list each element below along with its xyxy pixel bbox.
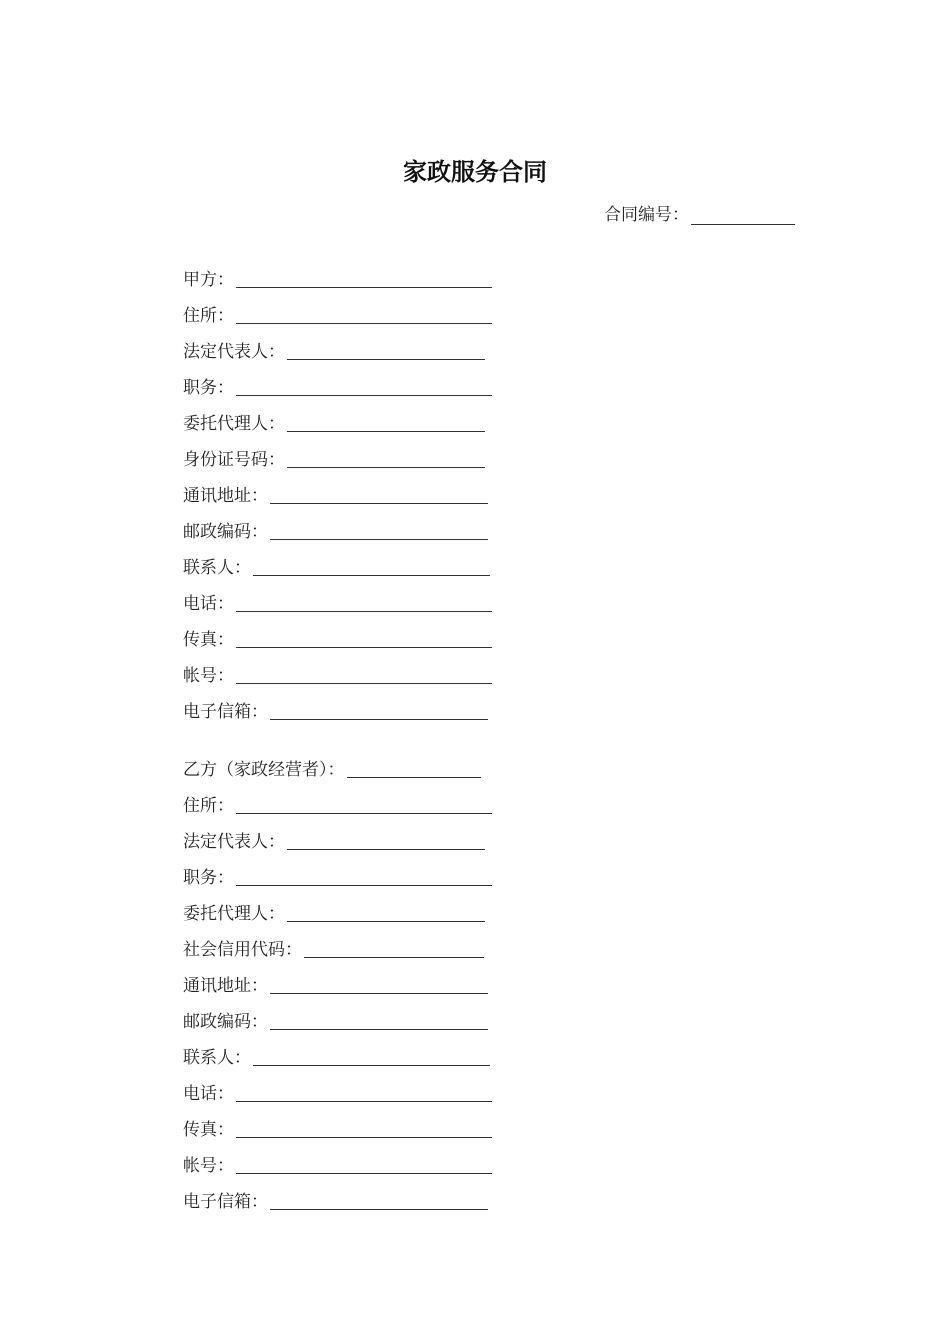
- field-label: 甲方：: [183, 270, 234, 290]
- party-a-name-row: [183, 258, 492, 294]
- field-label: 传真：: [183, 630, 234, 650]
- field-label: 法定代表人：: [183, 832, 285, 852]
- party-b-account-row: [183, 1144, 492, 1180]
- party-b-fax-row: [183, 1108, 492, 1144]
- party-b-email-row: [183, 1180, 492, 1216]
- field-label: 邮政编码：: [183, 1012, 268, 1032]
- party-b-address-row: [183, 784, 492, 820]
- field-label: 联系人：: [183, 558, 251, 578]
- party-b-contact-row: [183, 1036, 492, 1072]
- field-label: 职务：: [183, 378, 234, 398]
- field-label: 委托代理人：: [183, 904, 285, 924]
- fill-in-blank[interactable]: [236, 1154, 492, 1174]
- field-label: 帐号：: [183, 1156, 234, 1176]
- fill-in-blank[interactable]: [270, 520, 488, 540]
- party-b-section: [183, 748, 492, 1216]
- contract-number-label: 合同编号：: [604, 205, 689, 225]
- fill-in-blank[interactable]: [236, 664, 492, 684]
- party-b-agent-row: [183, 892, 492, 928]
- field-label: 身份证号码：: [183, 450, 285, 470]
- party-a-position-row: [183, 366, 492, 402]
- party-b-phone-row: [183, 1072, 492, 1108]
- party-a-phone-row: [183, 582, 492, 618]
- field-label: 电话：: [183, 1084, 234, 1104]
- fill-in-blank[interactable]: [270, 484, 488, 504]
- field-label: 帐号：: [183, 666, 234, 686]
- field-label: 联系人：: [183, 1048, 251, 1068]
- fill-in-blank[interactable]: [304, 938, 484, 958]
- party-b-name-row: [183, 748, 492, 784]
- field-label: 乙方（家政经营者）：: [183, 760, 345, 780]
- field-label: 委托代理人：: [183, 414, 285, 434]
- fill-in-blank[interactable]: [236, 866, 492, 886]
- field-label: 电子信箱：: [183, 1192, 268, 1212]
- field-label: 住所：: [183, 306, 234, 326]
- fill-in-blank[interactable]: [347, 758, 481, 778]
- field-label: 职务：: [183, 868, 234, 888]
- party-b-credit-code-row: [183, 928, 492, 964]
- party-a-postal-code-row: [183, 510, 492, 546]
- field-label: 电子信箱：: [183, 702, 268, 722]
- field-label: 电话：: [183, 594, 234, 614]
- contract-number-field: [604, 200, 795, 225]
- party-a-account-row: [183, 654, 492, 690]
- field-label: 住所：: [183, 796, 234, 816]
- fill-in-blank[interactable]: [236, 268, 492, 288]
- fill-in-blank[interactable]: [287, 902, 485, 922]
- fill-in-blank[interactable]: [270, 700, 488, 720]
- fill-in-blank[interactable]: [270, 974, 488, 994]
- fill-in-blank[interactable]: [253, 556, 490, 576]
- field-label: 法定代表人：: [183, 342, 285, 362]
- party-a-id-number-row: [183, 438, 492, 474]
- fill-in-blank[interactable]: [236, 592, 492, 612]
- party-a-email-row: [183, 690, 492, 726]
- party-a-section: [183, 258, 492, 726]
- fill-in-blank[interactable]: [287, 412, 485, 432]
- party-a-fax-row: [183, 618, 492, 654]
- party-b-postal-code-row: [183, 1000, 492, 1036]
- fill-in-blank[interactable]: [236, 794, 492, 814]
- document-title: 家政服务合同: [403, 158, 547, 186]
- fill-in-blank[interactable]: [270, 1190, 488, 1210]
- fill-in-blank[interactable]: [236, 304, 492, 324]
- field-label: 通讯地址：: [183, 976, 268, 996]
- party-b-position-row: [183, 856, 492, 892]
- field-label: 通讯地址：: [183, 486, 268, 506]
- fill-in-blank[interactable]: [236, 628, 492, 648]
- fill-in-blank[interactable]: [236, 376, 492, 396]
- party-a-legal-rep-row: [183, 330, 492, 366]
- party-a-address-row: [183, 294, 492, 330]
- fill-in-blank[interactable]: [287, 340, 485, 360]
- party-a-mailing-address-row: [183, 474, 492, 510]
- party-b-mailing-address-row: [183, 964, 492, 1000]
- fill-in-blank[interactable]: [236, 1118, 492, 1138]
- fill-in-blank[interactable]: [270, 1010, 488, 1030]
- field-label: 传真：: [183, 1120, 234, 1140]
- contract-number-blank[interactable]: [691, 206, 795, 225]
- fill-in-blank[interactable]: [287, 448, 485, 468]
- field-label: 社会信用代码：: [183, 940, 302, 960]
- fill-in-blank[interactable]: [287, 830, 485, 850]
- party-b-legal-rep-row: [183, 820, 492, 856]
- fill-in-blank[interactable]: [236, 1082, 492, 1102]
- fill-in-blank[interactable]: [253, 1046, 490, 1066]
- party-a-agent-row: [183, 402, 492, 438]
- field-label: 邮政编码：: [183, 522, 268, 542]
- party-a-contact-row: [183, 546, 492, 582]
